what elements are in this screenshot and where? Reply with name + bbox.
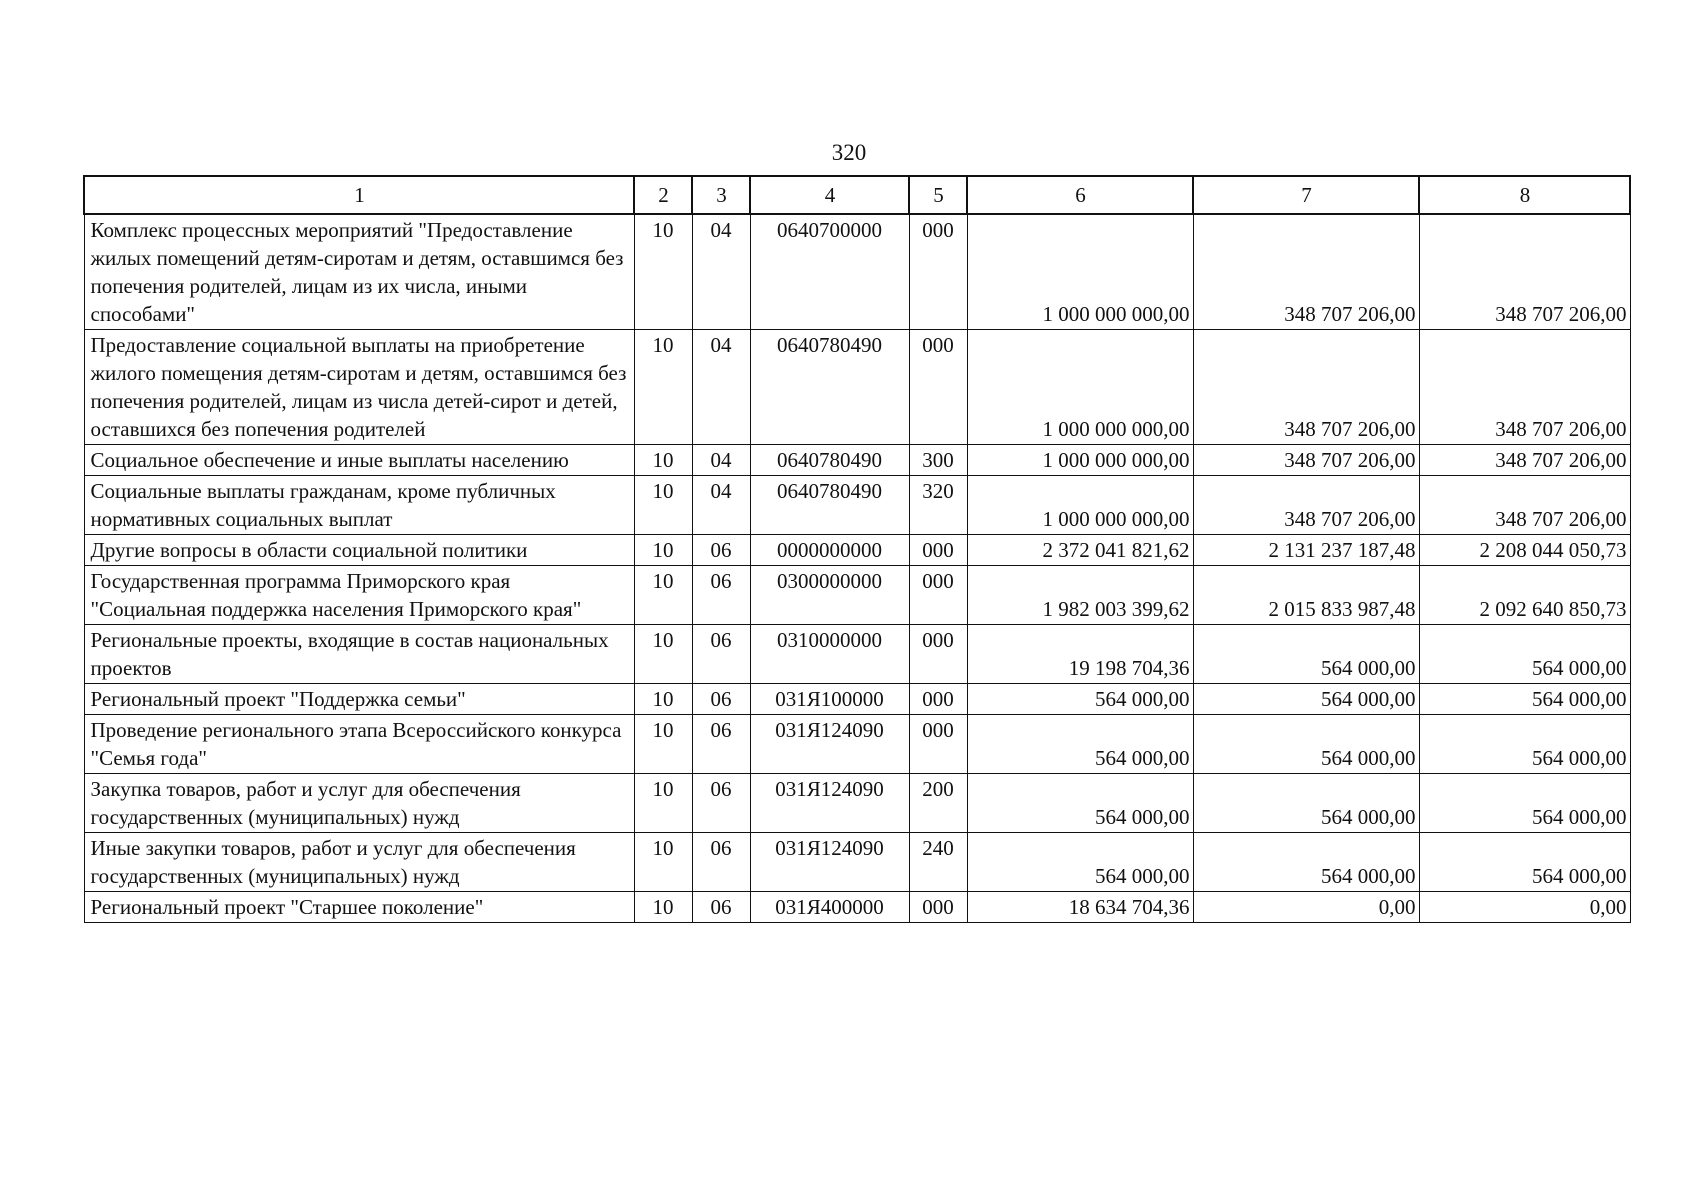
- row-target-code: 031Я124090: [750, 715, 909, 774]
- row-name: Социальное обеспечение и иные выплаты населению: [84, 445, 634, 476]
- row-section: 10: [634, 535, 692, 566]
- row-section: 10: [634, 715, 692, 774]
- row-name: Проведение регионального этапа Всероссийского конкурса "Семья года": [84, 715, 634, 774]
- row-amount-col7: 564 000,00: [1193, 715, 1419, 774]
- row-amount-col7: 348 707 206,00: [1193, 214, 1419, 330]
- row-subsection: 04: [692, 330, 750, 445]
- row-expense-type: 000: [909, 566, 967, 625]
- row-amount-col8: 348 707 206,00: [1419, 445, 1630, 476]
- row-section: 10: [634, 330, 692, 445]
- row-target-code: 0000000000: [750, 535, 909, 566]
- row-amount-col7: 0,00: [1193, 892, 1419, 923]
- row-target-code: 031Я400000: [750, 892, 909, 923]
- table-row: [84, 330, 1630, 445]
- row-amount-col8: 348 707 206,00: [1419, 476, 1630, 535]
- row-amount-col6: 564 000,00: [967, 715, 1193, 774]
- row-subsection: 06: [692, 566, 750, 625]
- row-amount-col8: 564 000,00: [1419, 715, 1630, 774]
- row-amount-col8: 564 000,00: [1419, 833, 1630, 892]
- header-cell: 1: [84, 176, 634, 214]
- table-row: [84, 715, 1630, 774]
- row-target-code: 031Я124090: [750, 774, 909, 833]
- row-section: 10: [634, 774, 692, 833]
- row-name: Комплекс процессных мероприятий "Предоставление жилых помещений детям-сиротам и детям, оставшимся без попечения родителей, лицам из их числа, иными способами": [84, 214, 634, 330]
- row-target-code: 0300000000: [750, 566, 909, 625]
- row-amount-col8: 348 707 206,00: [1419, 330, 1630, 445]
- row-amount-col7: 564 000,00: [1193, 625, 1419, 684]
- row-amount-col8: 564 000,00: [1419, 625, 1630, 684]
- budget-table: [83, 175, 1631, 923]
- row-expense-type: 000: [909, 214, 967, 330]
- table-header-row: [84, 176, 1630, 214]
- row-name: Закупка товаров, работ и услуг для обеспечения государственных (муниципальных) нужд: [84, 774, 634, 833]
- row-amount-col6: 564 000,00: [967, 774, 1193, 833]
- row-amount-col6: 1 000 000 000,00: [967, 445, 1193, 476]
- row-target-code: 031Я124090: [750, 833, 909, 892]
- table-row: [84, 892, 1630, 923]
- row-section: 10: [634, 892, 692, 923]
- row-target-code: 0640780490: [750, 445, 909, 476]
- row-amount-col8: 0,00: [1419, 892, 1630, 923]
- page-number: 320: [831, 140, 867, 165]
- row-amount-col8: 2 208 044 050,73: [1419, 535, 1630, 566]
- row-name: Региональный проект "Старшее поколение": [84, 892, 634, 923]
- row-amount-col7: 564 000,00: [1193, 774, 1419, 833]
- row-expense-type: 000: [909, 715, 967, 774]
- row-name: Региональные проекты, входящие в состав национальных проектов: [84, 625, 634, 684]
- row-name: Региональный проект "Поддержка семьи": [84, 684, 634, 715]
- row-amount-col7: 564 000,00: [1193, 684, 1419, 715]
- row-amount-col6: 1 982 003 399,62: [967, 566, 1193, 625]
- row-amount-col7: 2 131 237 187,48: [1193, 535, 1419, 566]
- row-expense-type: 000: [909, 625, 967, 684]
- row-expense-type: 000: [909, 535, 967, 566]
- row-expense-type: 000: [909, 330, 967, 445]
- row-amount-col7: 348 707 206,00: [1193, 330, 1419, 445]
- row-amount-col6: 564 000,00: [967, 684, 1193, 715]
- header-cell: 5: [909, 176, 967, 214]
- row-expense-type: 200: [909, 774, 967, 833]
- row-section: 10: [634, 833, 692, 892]
- row-subsection: 06: [692, 833, 750, 892]
- header-cell: 7: [1193, 176, 1419, 214]
- table-row: [84, 684, 1630, 715]
- table-row: [84, 476, 1630, 535]
- row-subsection: 04: [692, 476, 750, 535]
- row-expense-type: 240: [909, 833, 967, 892]
- row-amount-col8: 348 707 206,00: [1419, 214, 1630, 330]
- row-section: 10: [634, 214, 692, 330]
- row-name: Предоставление социальной выплаты на приобретение жилого помещения детям-сиротам и детям, оставшимся без попечения родителей, лицам из числа детей-сирот и детей, оставшихся без попечения родителей: [84, 330, 634, 445]
- row-subsection: 04: [692, 445, 750, 476]
- row-expense-type: 320: [909, 476, 967, 535]
- row-subsection: 06: [692, 715, 750, 774]
- row-expense-type: 300: [909, 445, 967, 476]
- row-amount-col6: 2 372 041 821,62: [967, 535, 1193, 566]
- row-amount-col7: 2 015 833 987,48: [1193, 566, 1419, 625]
- row-subsection: 06: [692, 684, 750, 715]
- table-row: [84, 625, 1630, 684]
- header-cell: 4: [750, 176, 909, 214]
- row-target-code: 0640700000: [750, 214, 909, 330]
- row-section: 10: [634, 445, 692, 476]
- row-section: 10: [634, 684, 692, 715]
- header-cell: 2: [634, 176, 692, 214]
- row-amount-col7: 564 000,00: [1193, 833, 1419, 892]
- header-cell: 6: [967, 176, 1193, 214]
- row-section: 10: [634, 476, 692, 535]
- row-amount-col6: 1 000 000 000,00: [967, 330, 1193, 445]
- row-section: 10: [634, 625, 692, 684]
- header-cell: 3: [692, 176, 750, 214]
- row-subsection: 06: [692, 892, 750, 923]
- row-amount-col8: 564 000,00: [1419, 684, 1630, 715]
- row-target-code: 031Я100000: [750, 684, 909, 715]
- row-amount-col7: 348 707 206,00: [1193, 476, 1419, 535]
- header-cell: 8: [1419, 176, 1630, 214]
- table-row: [84, 535, 1630, 566]
- row-name: Иные закупки товаров, работ и услуг для обеспечения государственных (муниципальных) нужд: [84, 833, 634, 892]
- row-amount-col6: 18 634 704,36: [967, 892, 1193, 923]
- row-subsection: 06: [692, 535, 750, 566]
- row-amount-col8: 2 092 640 850,73: [1419, 566, 1630, 625]
- table-row: [84, 214, 1630, 330]
- row-amount-col6: 19 198 704,36: [967, 625, 1193, 684]
- table-row: [84, 566, 1630, 625]
- row-name: Другие вопросы в области социальной политики: [84, 535, 634, 566]
- table-row: [84, 445, 1630, 476]
- row-target-code: 0310000000: [750, 625, 909, 684]
- row-expense-type: 000: [909, 684, 967, 715]
- row-subsection: 06: [692, 625, 750, 684]
- row-target-code: 0640780490: [750, 330, 909, 445]
- row-amount-col6: 564 000,00: [967, 833, 1193, 892]
- row-subsection: 04: [692, 214, 750, 330]
- table-row: [84, 833, 1630, 892]
- row-amount-col7: 348 707 206,00: [1193, 445, 1419, 476]
- row-amount-col8: 564 000,00: [1419, 774, 1630, 833]
- row-name: Социальные выплаты гражданам, кроме публичных нормативных социальных выплат: [84, 476, 634, 535]
- table-row: [84, 774, 1630, 833]
- row-amount-col6: 1 000 000 000,00: [967, 214, 1193, 330]
- row-section: 10: [634, 566, 692, 625]
- row-expense-type: 000: [909, 892, 967, 923]
- row-name: Государственная программа Приморского края "Социальная поддержка населения Приморского края": [84, 566, 634, 625]
- row-subsection: 06: [692, 774, 750, 833]
- row-target-code: 0640780490: [750, 476, 909, 535]
- row-amount-col6: 1 000 000 000,00: [967, 476, 1193, 535]
